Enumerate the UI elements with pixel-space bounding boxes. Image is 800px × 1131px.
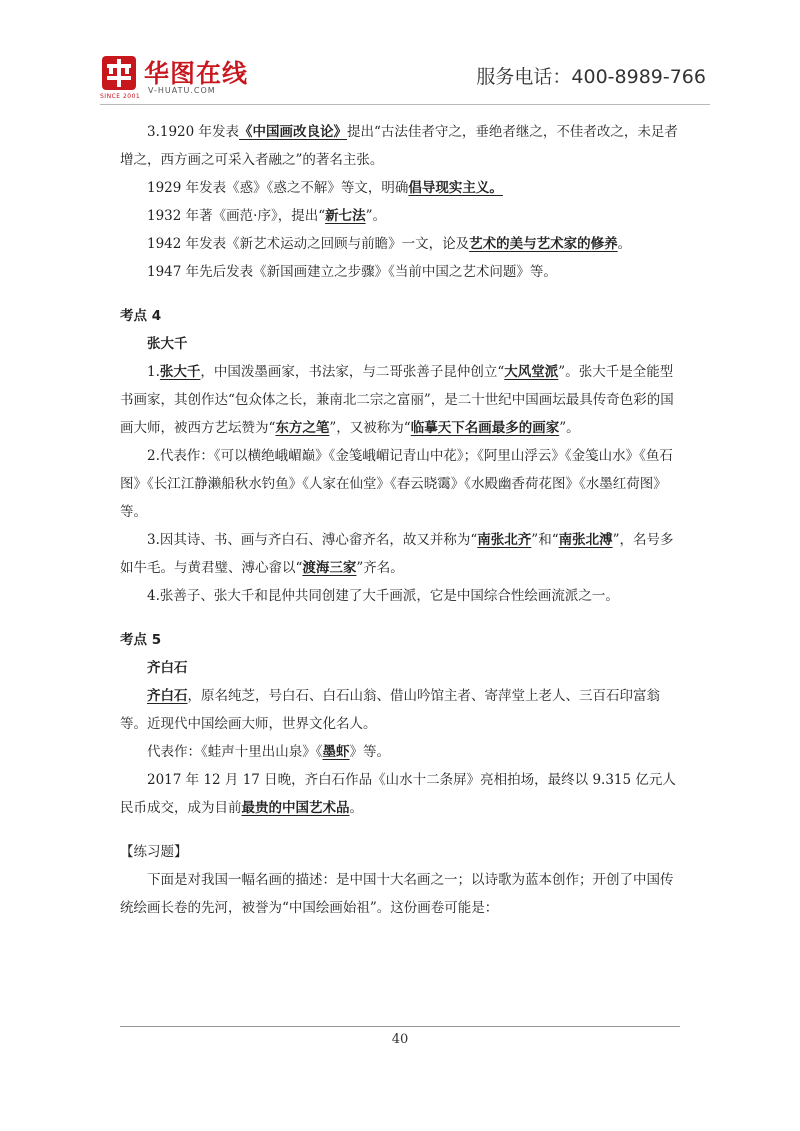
logo-since: SINCE 2001 (100, 93, 141, 100)
paragraph: 齐白石，原名纯芝，号白石、白石山翁、借山吟馆主者、寄萍堂上老人、三百石印富翁等。近现代中国绘画大师，世界文化名人。 (120, 688, 660, 732)
highlight: 大风堂派 (504, 364, 559, 380)
service-hotline: 服务电话：400-8989-766 (476, 66, 706, 88)
highlight: 墨虾 (322, 744, 350, 760)
paragraph: 1947 年先后发表《新国画建立之步骤》《当前中国之艺术问题》等。 (147, 264, 557, 280)
page-number: 40 (391, 1032, 409, 1047)
paragraph: 1932 年著《画范·序》，提出“新七法”。 (147, 208, 386, 224)
highlight: 南张北齐 (477, 532, 532, 548)
footer-divider (120, 1026, 680, 1027)
exercise-heading: 【练习题】 (120, 844, 188, 860)
person-name-qi-baishi: 齐白石 (147, 660, 188, 676)
logo-text: 华图在线 (144, 59, 249, 88)
highlight: 南张北溥 (558, 532, 613, 548)
paragraph: 1942 年发表《新艺术运动之回顾与前瞻》一文，论及艺术的美与艺术家的修养。 (147, 236, 632, 252)
highlight: 倡导现实主义。 (408, 180, 503, 196)
page-header (100, 50, 710, 100)
huatu-logo-icon (102, 56, 136, 90)
document-body (120, 118, 680, 922)
paragraph: 2.代表作：《可以横绝峨嵋巅》《金笺峨嵋记青山中花》；《阿里山浮云》《金笺山水》《鱼石图》《长江江静濑船秋水钓鱼》《人家在仙堂》《春云晓霭》《水殿幽香荷花图》《水墨红荷图》等。 (120, 448, 673, 520)
kaodian-4-heading: 考点 4 (120, 308, 162, 324)
paragraph: 3.因其诗、书、画与齐白石、溥心畲齐名，故又并称为“南张北齐”和“南张北溥”，名号多如牛毛。与黄君璧、溥心畲以“渡海三家”齐名。 (120, 532, 674, 576)
highlight: 张大千 (159, 364, 201, 380)
paragraph: 1.张大千，中国泼墨画家，书法家，与二哥张善子昆仲创立“大风堂派”。张大千是全能型书画家，其创作达“包众体之长，兼南北二宗之富丽”，是二十世纪中国画坛最具传奇色彩的国画大师，被西方艺坛赞为“东方之笔”，又被称为“临摹天下名画最多的画家”。 (120, 364, 674, 436)
highlight: 渡海三家 (302, 560, 357, 576)
highlight: 东方之笔 (275, 420, 330, 436)
highlight: 《中国画改良论》 (239, 124, 348, 140)
exercise-question: 下面是对我国一幅名画的描述：是中国十大名画之一；以诗歌为蓝本创作；开创了中国传统绘画长卷的先河，被誉为“中国绘画始祖”。这份画卷可能是： (120, 872, 674, 916)
kaodian-5-heading: 考点 5 (120, 632, 162, 648)
highlight: 新七法 (325, 208, 366, 224)
paragraph: 2017 年 12 月 17 日晚，齐白石作品《山水十二条屏》亮相拍场，最终以 9.315 亿元人民币成交，成为目前最贵的中国艺术品。 (120, 772, 676, 816)
paragraph: 代表作：《蛙声十里出山泉》《墨虾》等。 (147, 744, 390, 760)
highlight: 齐白石 (147, 688, 188, 704)
logo-subtitle: V-HUATU.COM (148, 86, 216, 95)
highlight: 最贵的中国艺术品 (241, 800, 350, 816)
paragraph: 1929 年发表《惑》《惑之不解》等文，明确倡导现实主义。 (147, 180, 503, 196)
highlight: 艺术的美与艺术家的修养 (469, 236, 618, 252)
highlight: 临摹天下名画最多的画家 (410, 420, 560, 436)
paragraph: 4.张善子、张大千和昆仲共同创建了大千画派，它是中国综合性绘画流派之一。 (147, 588, 619, 604)
paragraph: 3.1920 年发表《中国画改良论》提出“古法佳者守之，垂绝者继之，不佳者改之，未足者增之，西方画之可采入者融之”的著名主张。 (120, 124, 678, 168)
header-divider (100, 104, 710, 105)
person-name-zhang-daqian: 张大千 (147, 336, 188, 352)
